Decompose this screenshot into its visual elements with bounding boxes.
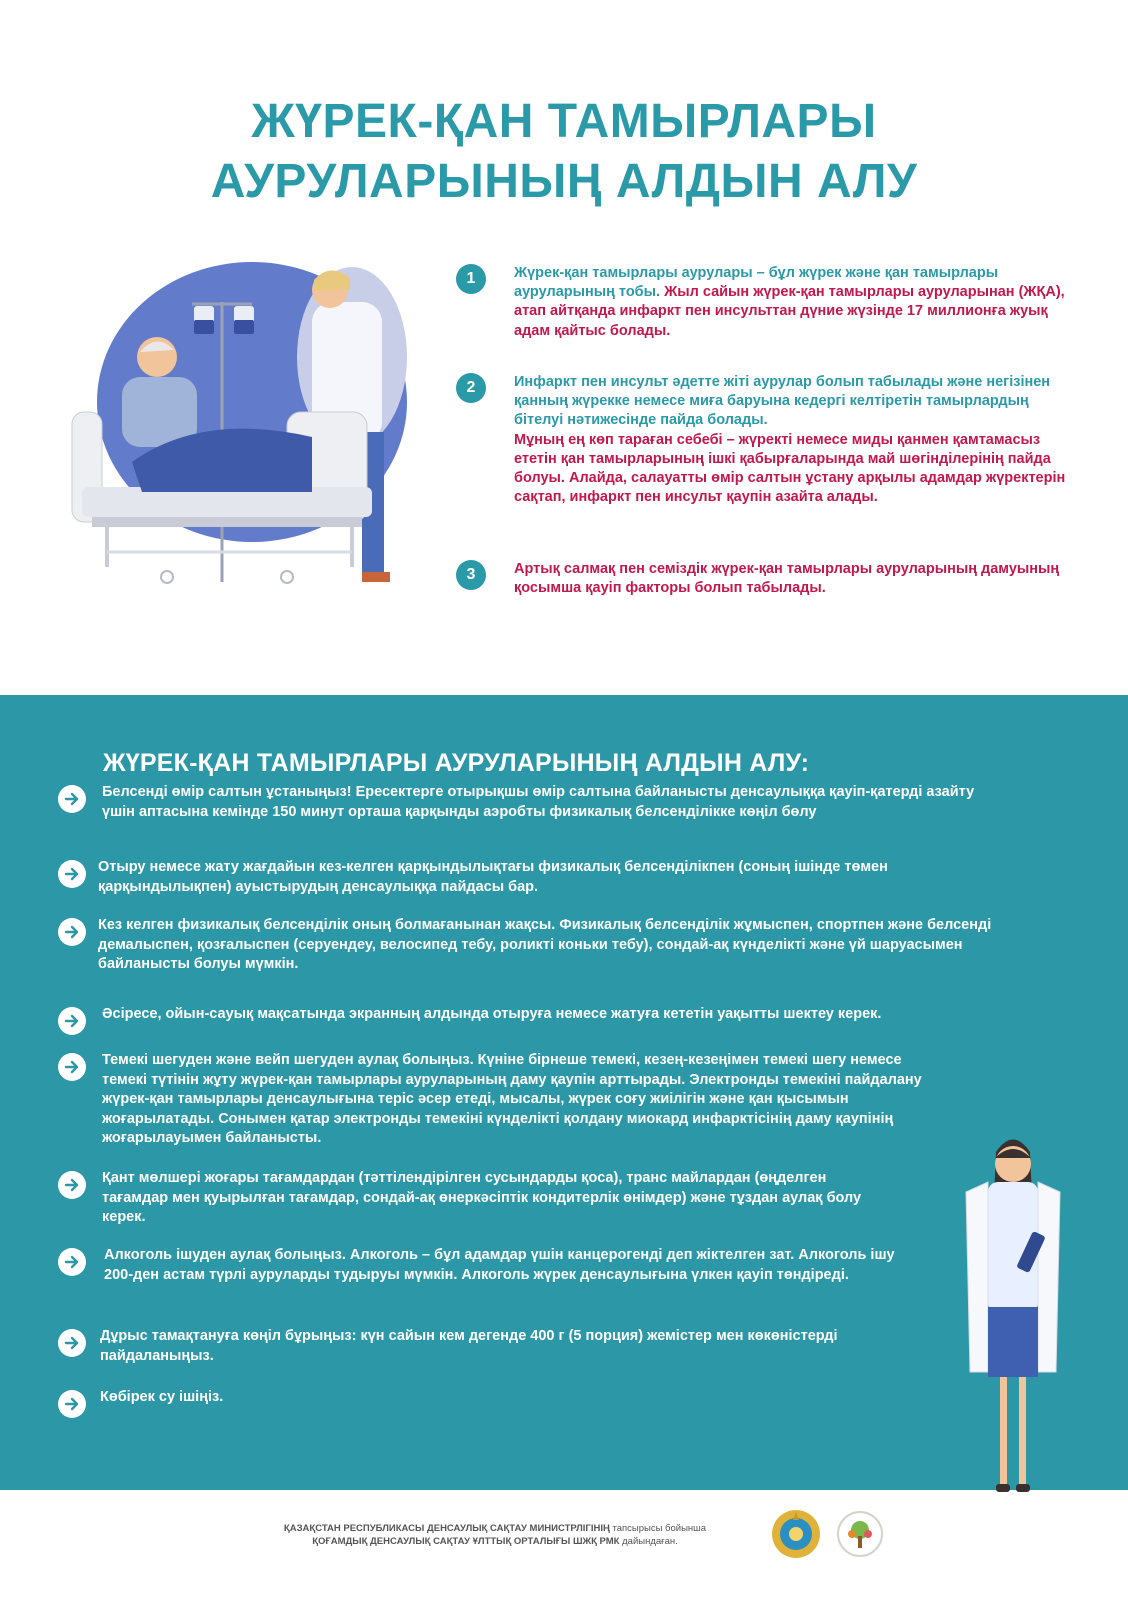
- arrow-right-icon: [58, 860, 86, 888]
- footer-center: ҚОҒАМДЫҚ ДЕНСАУЛЫҚ САҚТАУ ҰЛТТЫҚ ОРТАЛЫҒЫ ШЖҚ РМК: [312, 1536, 620, 1547]
- arrow-right-icon: [58, 1171, 86, 1199]
- info-point-3: [456, 560, 1066, 598]
- page-title: [0, 92, 1128, 212]
- number-badge: 3: [456, 560, 486, 590]
- prevention-item-text: Әсіресе, ойын-сауық мақсатында экранның алдында отыруға немесе жатуға кететін уақытты шектеу керек.: [102, 1006, 882, 1022]
- info-point-red-text: Жыл сайын жүрек-қан тамырлары ауруларынан (ЖҚА), атап айтқанда инфаркт пен инсульттан дүние жүзінде 17 миллионға жуық адам қайтыс болады.: [514, 284, 1065, 339]
- prevention-title: ЖҮРЕК-ҚАН ТАМЫРЛАРЫ АУРУЛАРЫНЫҢ АЛДЫН АЛУ:: [103, 749, 810, 777]
- prevention-item: [58, 916, 1008, 975]
- prevention-item-text: Отыру немесе жату жағдайын кез-келген қарқындылықтағы физикалық белсенділікпен (соның ішінде төмен қарқындылықпен) ауыстырудың денсаулыққа пайдасы бар.: [98, 859, 888, 895]
- info-point-red-text: Артық салмақ пен семіздік жүрек-қан тамырлары ауруларының дамуының қосымша қауіп факторы болып табылады.: [514, 561, 1060, 597]
- prevention-item-text: Темекі шегуден және вейп шегуден аулақ болыңыз. Күніне бірнеше темекі, кезең-кезеңімен темекі шегу немесе темекі түтінін жұту жүрек-қан тамырлары ауруларының даму қаупін арттырады. Электронды темекіні пайдалану жүрек-қан тамырлары денсаулығына теріс әсер етеді, мысалы, жүрек соғу жиілігін және қан қысымын жоғарылатады. Сонымен қатар электронды темекіні күнделікті қолдану миокард инфарктісінің даму қаупінің жоғарылауымен байланысты.: [102, 1052, 922, 1146]
- number-badge: 2: [456, 373, 486, 403]
- prevention-item: [58, 1051, 1008, 1149]
- page-title-line-2: АУРУЛАРЫНЫҢ АЛДЫН АЛУ: [210, 155, 918, 208]
- info-point-red-text: Мұның ең көп тараған себебі – жүректі немесе миды қанмен қамтамасыз ететін қан тамырларының ішкі қабырғаларында май шөгінділерінің пайда болуы. Алайда, салауатты өмір салтын ұстану арқылы адамдар жүректерін сақтап, инфаркт пен инсульт қаупін азайта алады.: [514, 431, 1066, 506]
- info-point-teal-text: Инфаркт пен инсульт әдетте жіті аурулар болып табылады және негізінен қанның жүрекке немесе миға баруына кедергі келтіретін тамырлардың бітелуі нәтижесінде пайда болады.: [514, 374, 1051, 429]
- arrow-right-icon: [58, 918, 86, 946]
- state-emblem-icon: [770, 1508, 822, 1560]
- footer-credits: [240, 1522, 750, 1548]
- hospital-bed-illustration: [62, 262, 432, 602]
- info-point-text: [514, 264, 1066, 341]
- number-badge: 1: [456, 264, 486, 294]
- prevention-item: [58, 858, 1008, 897]
- footer-ministry: ҚАЗАҚСТАН РЕСПУБЛИКАСЫ ДЕНСАУЛЫҚ САҚТАУ МИНИСТРЛІГІНІҢ: [283, 1523, 610, 1534]
- prevention-item: [58, 1169, 1008, 1228]
- prevention-item-text: Белсенді өмір салтын ұстаныңыз! Ересектерге отырықшы өмір салтына байланысты денсаулыққа қауіп-қатерді азайту үшін аптасына кемінде 150 минут орташа қарқынды аэробты физикалық белсенділікке көңіл бөлу: [102, 784, 975, 820]
- prevention-item-text: Қант мөлшері жоғары тағамдардан (тәттілендірілген сусындарды қоса), транс майлардан (өңделген тағамдар мен қуырылған тағамдар, сондай-ақ өнеркәсіптік кондитерлік өнімдер) және тұздан аулақ болу керек.: [102, 1170, 862, 1225]
- center-logo-icon: [836, 1510, 884, 1558]
- prevention-item-text: Кез келген физикалық белсенділік оның болмағанынан жақсы. Физикалық белсенділік жұмыспен, спортпен және белсенді демалыспен, қозғалыспен (серуендеу, велосипед тебу, роликті коньки тебу), сондай-ақ күнделікті және үй шаруасымен байланысты болуы мүмкін.: [98, 917, 992, 972]
- arrow-right-icon: [58, 1053, 86, 1081]
- prevention-item: [58, 1246, 1008, 1285]
- arrow-right-icon: [58, 1007, 86, 1035]
- arrow-right-icon: [58, 1390, 86, 1418]
- arrow-right-icon: [58, 785, 86, 813]
- prevention-item-text: Алкоголь ішуден аулақ болыңыз. Алкоголь – бұл адамдар үшін канцерогенді деп жіктелген зат. Алкоголь ішу 200-ден астам түрлі ауруларды тудыруы мүмкін. Алкоголь жүрек денсаулығына үлкен қауіп төндіреді.: [104, 1247, 895, 1283]
- female-doctor-illustration: [948, 1122, 1078, 1502]
- footer-ministry-suffix: тапсырысы бойынша: [612, 1523, 707, 1534]
- arrow-right-icon: [58, 1248, 86, 1276]
- footer-line-1: [240, 1522, 750, 1535]
- prevention-item-text: Дұрыс тамақтануға көңіл бұрыңыз: күн сайын кем дегенде 400 г (5 порция) жемістер мен көкөністерді пайдаланыңыз.: [100, 1328, 838, 1364]
- prevention-item: [58, 1327, 1008, 1366]
- prevention-item: [58, 1005, 1008, 1025]
- info-point-1: [456, 264, 1066, 341]
- info-point-2: [456, 373, 1066, 507]
- footer-line-2: [240, 1535, 750, 1548]
- prevention-item-text: Көбірек су ішіңіз.: [100, 1389, 224, 1405]
- footer-center-suffix: дайындаған.: [622, 1536, 678, 1547]
- info-point-teal-text: Жүрек-қан тамырлары аурулары – бұл жүрек және қан тамырлары ауруларының тобы.: [514, 265, 999, 301]
- prevention-item: [58, 1388, 1008, 1408]
- page-title-line-1: ЖҮРЕК-ҚАН ТАМЫРЛАРЫ: [251, 95, 877, 148]
- arrow-right-icon: [58, 1329, 86, 1357]
- info-point-text: [514, 560, 1066, 598]
- info-point-text: [514, 373, 1066, 507]
- prevention-item: [58, 783, 1008, 822]
